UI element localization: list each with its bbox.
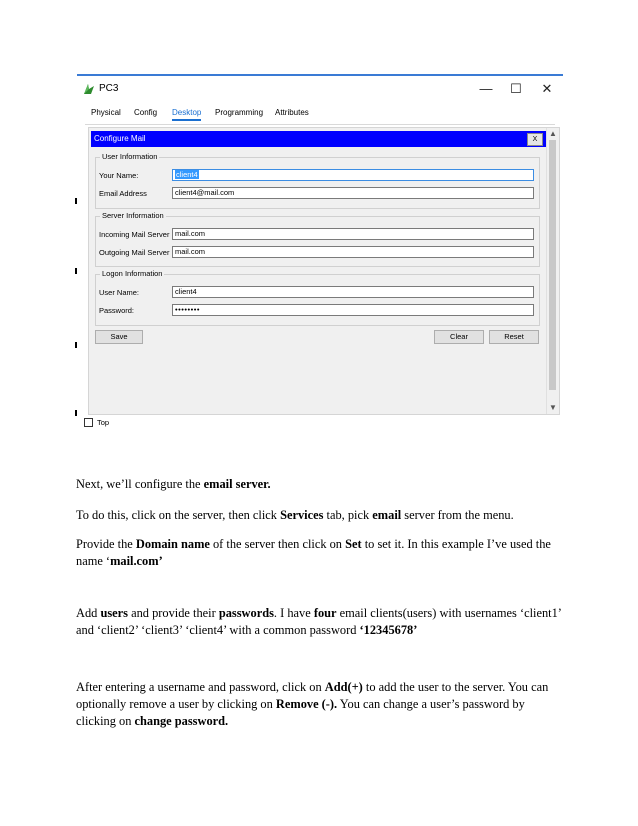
scroll-up-icon[interactable]: ▲	[549, 129, 557, 138]
paragraph-add-remove-user: After entering a username and password, click on Add(+) to add the user to the server. You can optionally remove a user by clicking on Remove (-). You can change a user’s password by clicking on change password.	[76, 680, 549, 728]
password-label: Password:	[99, 306, 135, 315]
user-name-label: User Name:	[99, 288, 140, 297]
reset-button[interactable]: Reset	[489, 330, 539, 344]
maximize-button[interactable]: ☐	[510, 81, 522, 96]
logon-information-legend: Logon Information	[102, 269, 163, 278]
email-address-input[interactable]: client4@mail.com	[172, 187, 534, 199]
tab-divider	[85, 124, 555, 125]
window-titlebar	[77, 76, 563, 104]
email-address-label: Email Address	[99, 189, 147, 198]
vertical-scrollbar[interactable]	[546, 128, 559, 414]
top-checkbox-label: Top	[97, 418, 110, 427]
scroll-down-icon[interactable]: ▼	[549, 403, 557, 412]
desktop-panel	[88, 127, 560, 415]
paragraph-services-tab: To do this, click on the server, then click Services tab, pick email server from the menu.	[76, 508, 514, 522]
dialog-close-button[interactable]: X	[527, 133, 543, 146]
your-name-label: Your Name:	[99, 171, 139, 180]
paragraph-domain-name: Provide the Domain name of the server then click on Set to set it. In this example I’ve used the name ‘mail.com’	[76, 537, 551, 568]
logon-information-group	[95, 269, 540, 326]
user-information-legend: User Information	[102, 152, 158, 161]
tab-physical[interactable]: Physical	[91, 108, 121, 117]
tab-attributes[interactable]: Attributes	[275, 108, 309, 117]
minimize-button[interactable]: —	[479, 81, 493, 96]
window-title: PC3	[99, 83, 119, 94]
top-checkbox[interactable]	[84, 418, 93, 427]
clear-button[interactable]: Clear	[434, 330, 484, 344]
tab-programming[interactable]: Programming	[215, 108, 264, 117]
pc3-window	[77, 74, 563, 436]
close-button[interactable]: ✕	[541, 81, 553, 96]
server-information-legend: Server Information	[102, 211, 164, 220]
save-button[interactable]: Save	[95, 330, 143, 344]
outgoing-mail-server-input[interactable]: mail.com	[172, 246, 534, 258]
paragraph-configure-email: Next, we’ll configure the email server.	[76, 477, 271, 491]
user-name-input[interactable]: client4	[172, 286, 534, 298]
tab-desktop[interactable]: Desktop	[172, 108, 201, 121]
incoming-mail-server-input[interactable]: mail.com	[172, 228, 534, 240]
configure-mail-title: Configure Mail	[94, 134, 146, 143]
password-input[interactable]: ••••••••	[172, 304, 534, 316]
configure-mail-titlebar	[91, 131, 546, 147]
your-name-input[interactable]: client4	[172, 169, 534, 181]
paragraph-add-users: Add users and provide their passwords. I have four email clients(users) with usernames ‘client1’ and ‘client2’ ‘client3’ ‘client4’ with a common password ‘12345678’	[76, 606, 562, 637]
server-information-group	[95, 211, 540, 267]
tab-config[interactable]: Config	[134, 108, 158, 117]
incoming-mail-server-label: Incoming Mail Server	[99, 230, 170, 239]
outgoing-mail-server-label: Outgoing Mail Server	[99, 248, 170, 257]
packet-tracer-icon	[82, 82, 96, 96]
scroll-thumb[interactable]	[549, 140, 556, 390]
user-information-group	[95, 152, 540, 209]
